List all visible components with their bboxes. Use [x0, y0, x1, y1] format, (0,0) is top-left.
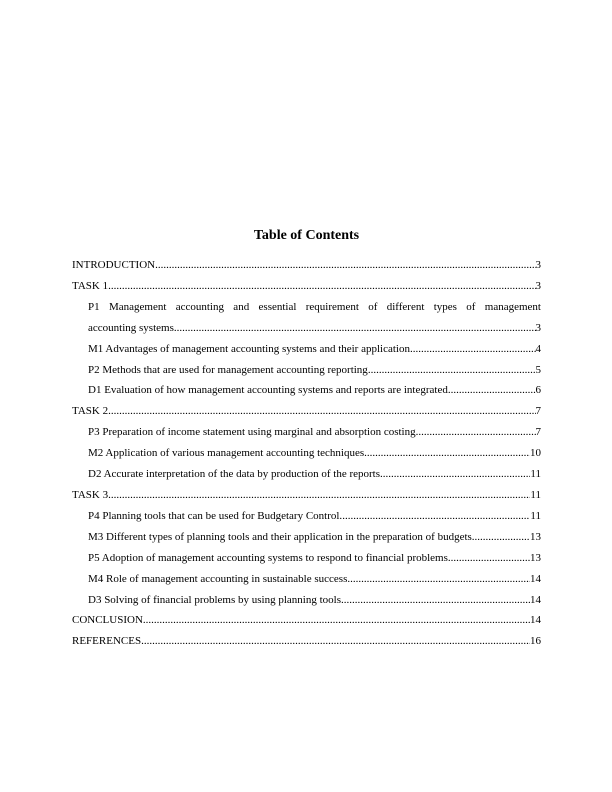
- dot-leader: [143, 610, 530, 631]
- toc-entry-page: 6: [535, 384, 541, 397]
- toc-entry-page: 4: [535, 342, 541, 355]
- dot-leader: [380, 464, 530, 485]
- toc-entry-page: 13: [530, 530, 541, 543]
- toc-entry-page: 7: [535, 426, 541, 439]
- toc-entry-page: 3: [535, 321, 541, 334]
- dot-leader: [141, 631, 530, 652]
- toc-entry-text: M2 Application of various management accounting techniques: [88, 447, 365, 460]
- toc-list: [72, 255, 541, 652]
- toc-entry-text: TASK 1: [72, 279, 109, 292]
- dot-leader: [364, 443, 530, 464]
- toc-entry-page: 11: [530, 468, 541, 481]
- toc-entry-page: 11: [530, 509, 541, 522]
- dot-leader: [174, 318, 536, 339]
- toc-entry-text: D1 Evaluation of how management accounting systems and reports are integrated: [88, 384, 448, 397]
- toc-entry-text: REFERENCES: [72, 635, 142, 648]
- dot-leader: [155, 255, 535, 276]
- toc-entry-text: D2 Accurate interpretation of the data by production of the reports: [88, 468, 381, 481]
- dot-leader: [347, 569, 530, 590]
- toc-entry-line2: [88, 318, 541, 339]
- toc-title: Table of Contents: [253, 228, 360, 243]
- dot-leader: [448, 548, 530, 569]
- table-of-contents: [72, 226, 541, 652]
- toc-entry-page: 3: [535, 259, 541, 271]
- toc-entry-p4[interactable]: [72, 506, 541, 527]
- toc-entry-p1[interactable]: [72, 297, 541, 339]
- toc-entry-page: 11: [530, 488, 541, 501]
- toc-entry-text: P3 Preparation of income statement using marginal and absorption costing: [88, 426, 416, 439]
- toc-entry-task-3[interactable]: [72, 485, 541, 506]
- toc-entry-page: 13: [530, 551, 541, 564]
- toc-entry-text: M1 Advantages of management accounting systems and their application: [88, 342, 410, 355]
- toc-entry-task-2[interactable]: [72, 401, 541, 422]
- toc-entry-d1[interactable]: [72, 380, 541, 401]
- toc-entry-text: D3 Solving of financial problems by using planning tools: [88, 593, 341, 606]
- dot-leader: [108, 401, 535, 422]
- dot-leader: [341, 590, 530, 611]
- toc-entry-m1[interactable]: [72, 339, 541, 360]
- toc-entry-text: P2 Methods that are used for management accounting reporting: [88, 363, 368, 376]
- toc-entry-page: 3: [535, 279, 541, 292]
- toc-entry-references[interactable]: [72, 631, 541, 652]
- dot-leader: [416, 422, 536, 443]
- toc-entry-text-line2: accounting systems: [88, 321, 174, 334]
- toc-entry-page: 16: [530, 635, 541, 648]
- toc-entry-page: 14: [530, 572, 541, 585]
- toc-entry-d3[interactable]: [72, 590, 541, 611]
- toc-entry-text: M4 Role of management accounting in sustainable success: [88, 572, 348, 585]
- dot-leader: [342, 506, 530, 527]
- dot-leader: [108, 485, 530, 506]
- toc-entry-text: TASK 2: [72, 405, 109, 418]
- toc-entry-m3[interactable]: [72, 527, 541, 548]
- toc-entry-page: 5: [535, 363, 541, 376]
- toc-entry-text-line1: P1 Management accounting and essential requirement of different types of management: [88, 300, 541, 313]
- toc-entry-m2[interactable]: [72, 443, 541, 464]
- dot-leader: [472, 527, 530, 548]
- toc-entry-conclusion[interactable]: [72, 610, 541, 631]
- toc-entry-p3[interactable]: [72, 422, 541, 443]
- toc-entry-text: P5 Adoption of management accounting systems to respond to financial problems: [88, 551, 448, 564]
- toc-entry-page: 14: [530, 614, 541, 627]
- toc-entry-text: M3 Different types of planning tools and their application in the preparation of budgets: [88, 530, 472, 543]
- toc-entry-text: P4 Planning tools that can be used for Budgetary Control.: [88, 509, 343, 522]
- toc-entry-text: TASK 3: [72, 488, 109, 501]
- toc-entry-text: INTRODUCTION: [72, 259, 156, 271]
- toc-entry-d2[interactable]: [72, 464, 541, 485]
- toc-entry-task-1[interactable]: [72, 276, 541, 297]
- toc-entry-page: 7: [535, 405, 541, 418]
- toc-entry-m4[interactable]: [72, 569, 541, 590]
- dot-leader: [368, 360, 536, 381]
- toc-entry-introduction[interactable]: [72, 255, 541, 276]
- dot-leader: [108, 276, 535, 297]
- dot-leader: [448, 380, 536, 401]
- toc-entry-p2[interactable]: [72, 360, 541, 381]
- toc-entry-page: 10: [530, 447, 541, 460]
- toc-entry-text: CONCLUSION: [72, 614, 143, 627]
- toc-entry-page: 14: [530, 593, 541, 606]
- dot-leader: [410, 339, 536, 360]
- toc-entry-p5[interactable]: [72, 548, 541, 569]
